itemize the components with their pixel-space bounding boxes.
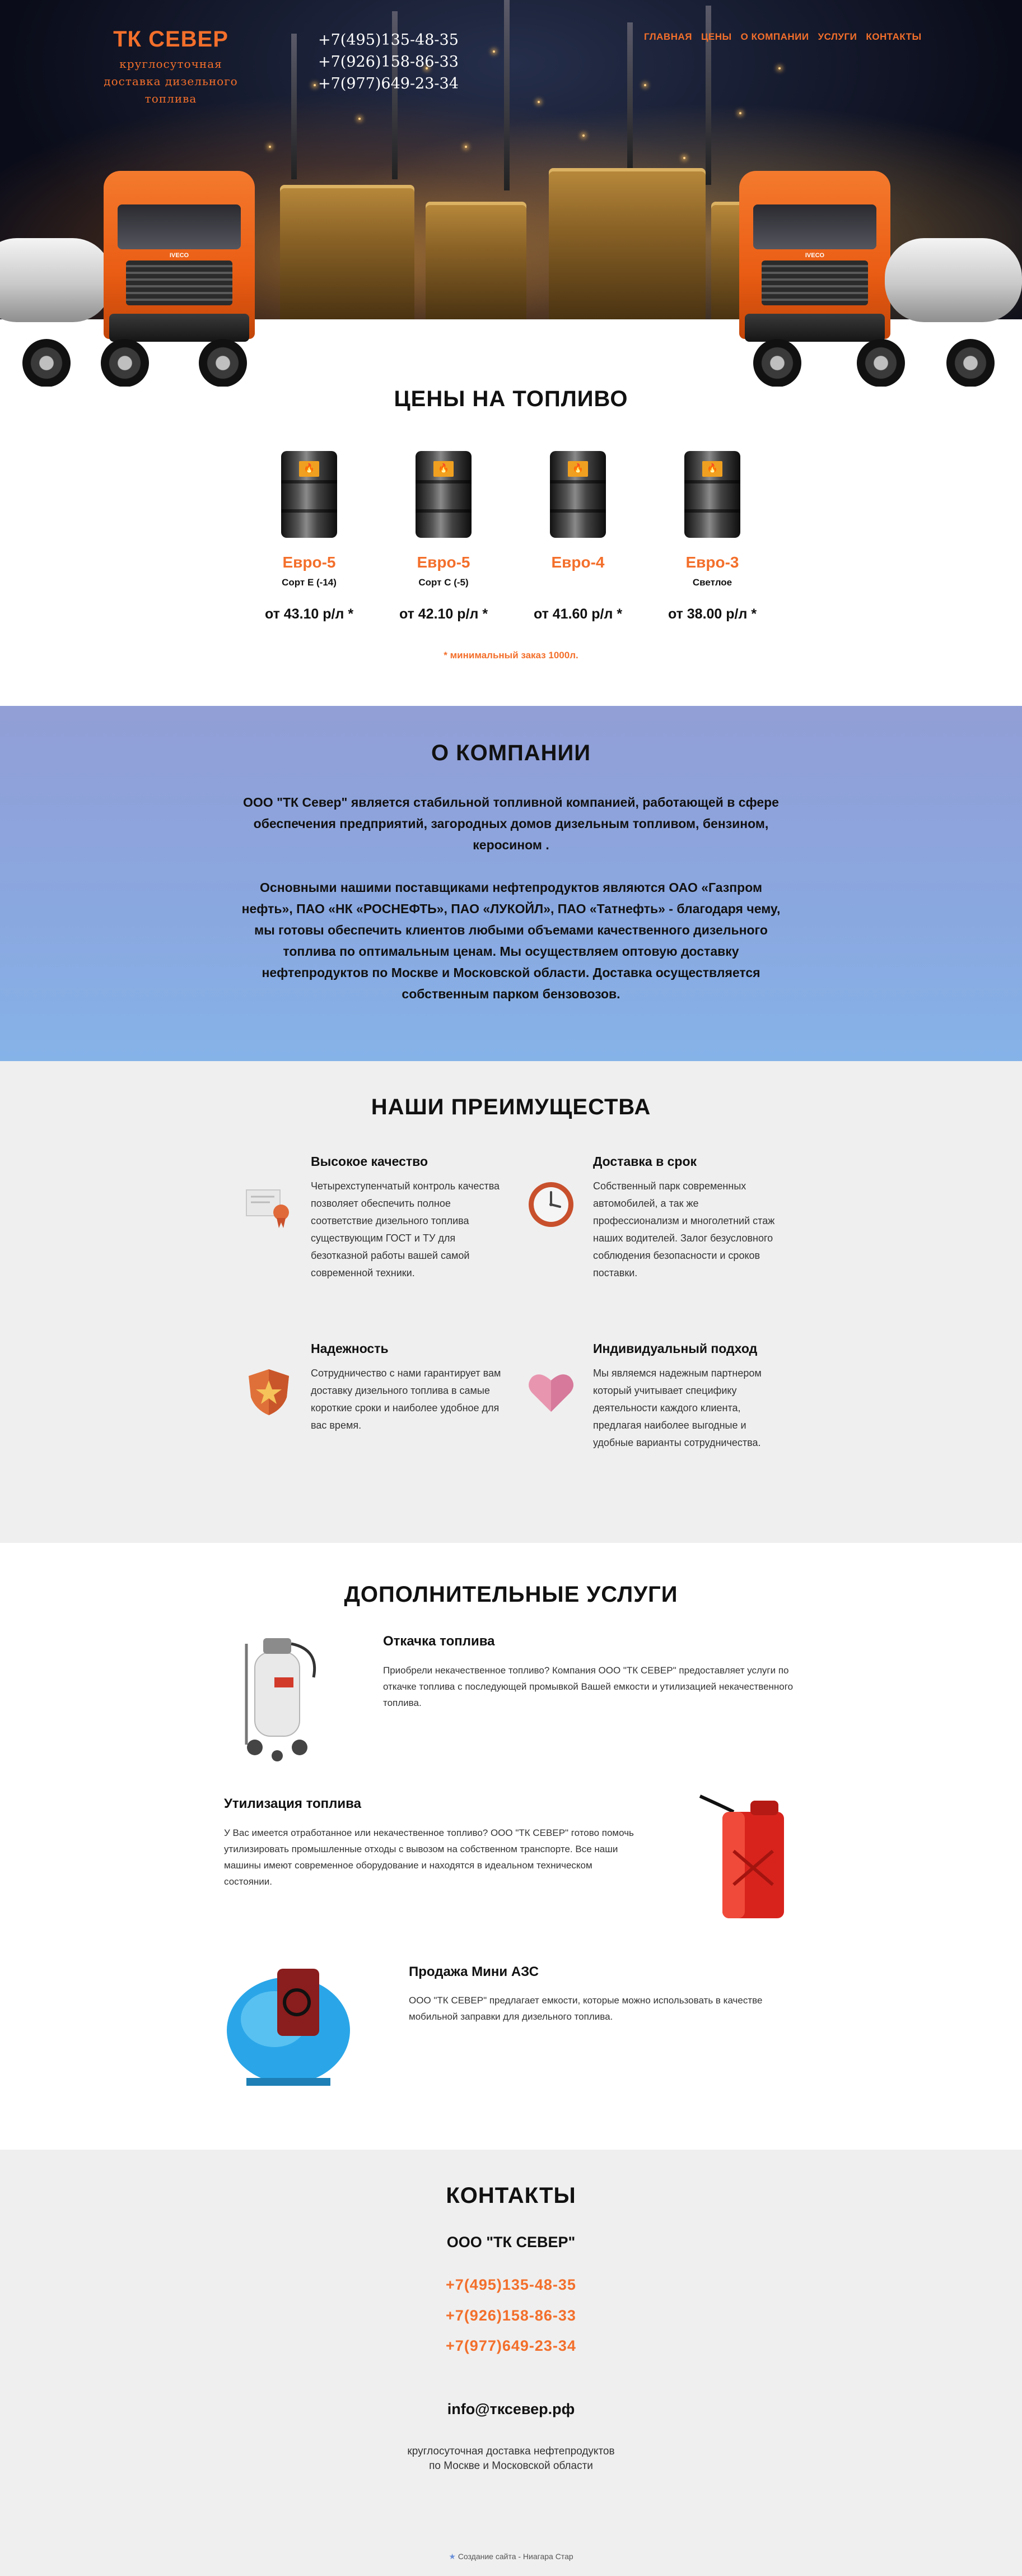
- advantage-item: [242, 1341, 505, 1498]
- about-paragraph: ООО "ТК Север" является стабильной топливной компанией, работающей в сфере обеспечения предприятий, загородных домов дизельным топливом, бензином, керосином .: [243, 795, 779, 852]
- about-title: О КОМПАНИИ: [431, 741, 591, 765]
- nav-item-home[interactable]: ГЛАВНАЯ: [644, 31, 692, 42]
- fuel-pump-station-image: [224, 1633, 325, 1767]
- contacts-title: КОНТАКТЫ: [446, 2183, 576, 2208]
- star-icon: ★: [449, 2552, 456, 2561]
- advantage-title: Надежность: [311, 1341, 389, 1356]
- min-order-note: * минимальный заказ 1000л.: [444, 650, 578, 661]
- contact-phone[interactable]: +7(977)649-23-34: [446, 2337, 576, 2354]
- shield-star-icon: [242, 1365, 296, 1419]
- truck-brand: IVECO: [169, 252, 189, 259]
- fuel-truck-left: [0, 171, 280, 389]
- fuel-name: Евро-3: [685, 554, 739, 571]
- contact-phone[interactable]: +7(495)135-48-35: [446, 2276, 576, 2293]
- contact-phone[interactable]: +7(926)158-86-33: [446, 2307, 576, 2324]
- price-card: [645, 451, 780, 622]
- nav-item-contacts[interactable]: КОНТАКТЫ: [866, 31, 922, 42]
- clock-icon: [524, 1178, 578, 1231]
- hero-header: [0, 0, 1022, 387]
- contact-description: [0, 2444, 1022, 2473]
- description-line: по Москве и Московской области: [429, 2460, 593, 2472]
- truck-brand: IVECO: [805, 252, 825, 259]
- advantage-text: Четырехступенчатый контроль качества позволяет обеспечить полное соответствие дизельного топлива существующим ГОСТ и ТУ для безотказной работы вашей самой современной техники.: [311, 1180, 500, 1278]
- advantage-item: [524, 1341, 787, 1498]
- advantage-text: Собственный парк современных автомобилей, а так же профессионализм и многолетний стаж наших водителей. Залог безусловного соблюдения безопасности и сроков поставки.: [593, 1180, 775, 1278]
- fuel-grade: Сорт С (-5): [418, 577, 469, 588]
- main-nav: [644, 31, 922, 43]
- fuel-barrel-icon: 🔥: [550, 451, 606, 538]
- price-list: [242, 451, 780, 622]
- service-title: Утилизация топлива: [224, 1796, 361, 1811]
- advantages-section: [0, 1061, 1022, 1543]
- advantage-item: [242, 1154, 505, 1311]
- fuel-name: Евро-5: [282, 554, 336, 571]
- about-section: [0, 706, 1022, 1061]
- header-phones: [318, 29, 459, 95]
- jerrycan-image: [689, 1789, 801, 1929]
- heart-icon: [524, 1365, 578, 1419]
- fuel-price: от 38.00 р/л *: [668, 606, 757, 622]
- contacts-section: [0, 2150, 1022, 2576]
- fuel-price: от 43.10 р/л *: [264, 606, 354, 622]
- advantage-title: Высокое качество: [311, 1154, 428, 1169]
- service-title: Откачка топлива: [383, 1634, 495, 1649]
- fuel-price: от 42.10 р/л *: [399, 606, 488, 622]
- service-title: Продажа Мини АЗС: [409, 1964, 539, 1979]
- advantage-title: Доставка в срок: [593, 1154, 697, 1169]
- advantage-text: Сотрудничество с нами гарантирует вам доставку дизельного топлива в самые короткие сроки и наиболее удобное для вас время.: [311, 1368, 501, 1431]
- services-section: [0, 1543, 1022, 2150]
- price-card: [376, 451, 511, 622]
- fuel-barrel-icon: 🔥: [684, 451, 740, 538]
- fuel-grade: [511, 577, 645, 589]
- site-credit[interactable]: [0, 2552, 1022, 2561]
- mini-fuel-station-image: [224, 1957, 353, 2092]
- advantage-title: Индивидуальный подход: [593, 1341, 758, 1356]
- about-text: [235, 792, 787, 1005]
- credit-text: Создание сайта - Ниагара Стар: [458, 2552, 573, 2561]
- logo-subtitle: [104, 55, 238, 108]
- service-text: ООО "ТК СЕВЕР" предлагает емкости, которые можно использовать в качестве мобильной заправки для дизельного топлива.: [409, 1995, 763, 2022]
- nav-item-prices[interactable]: ЦЕНЫ: [701, 31, 732, 42]
- description-line: круглосуточная доставка нефтепродуктов: [407, 2445, 615, 2457]
- logo-subtitle-line: круглосуточная: [119, 57, 222, 71]
- nav-item-about[interactable]: О КОМПАНИИ: [740, 31, 809, 42]
- price-card: [242, 451, 376, 622]
- header-phone[interactable]: +7(926)158-86-33: [318, 53, 459, 71]
- advantage-item: [524, 1154, 787, 1311]
- services-title: ДОПОЛНИТЕЛЬНЫЕ УСЛУГИ: [344, 1582, 678, 1607]
- header-phone[interactable]: +7(977)649-23-34: [318, 75, 459, 92]
- contact-email[interactable]: info@тксевер.рф: [447, 2401, 575, 2417]
- prices-section: [0, 387, 1022, 706]
- fuel-barrel-icon: 🔥: [416, 451, 472, 538]
- fuel-price: от 41.60 р/л *: [533, 606, 623, 622]
- fuel-name: Евро-5: [417, 554, 470, 571]
- logo[interactable]: [104, 27, 238, 108]
- service-text: У Вас имеется отработанное или некачественное топливо? ООО "ТК СЕВЕР" готово помочь утилизировать промышленные отходы с вывозом на собственном транспорте. Все наши машины имеют современное оборудование и находятся в идеальном техническом состоянии.: [224, 1828, 634, 1887]
- prices-title: ЦЕНЫ НА ТОПЛИВО: [394, 387, 628, 411]
- fuel-name: Евро-4: [551, 554, 605, 571]
- fuel-barrel-icon: 🔥: [281, 451, 337, 538]
- company-name: ООО "ТК СЕВЕР": [446, 2234, 576, 2250]
- price-card: [511, 451, 645, 622]
- service-text: Приобрели некачественное топливо? Компания ООО "ТК СЕВЕР" предоставляет услуги по откачке топлива с последующей промывкой Вашей емкости и утилизацией некачественного топлива.: [383, 1665, 794, 1708]
- header-phone[interactable]: +7(495)135-48-35: [318, 31, 459, 49]
- fuel-grade: Сорт Е (-14): [282, 577, 337, 588]
- logo-subtitle-line: доставка дизельного: [104, 75, 238, 88]
- advantages-title: НАШИ ПРЕИМУЩЕСТВА: [371, 1095, 651, 1119]
- fuel-grade: Светлое: [692, 577, 732, 588]
- about-paragraph: Основными нашими поставщиками нефтепродуктов являются ОАО «Газпром нефть», ПАО «НК «РОСНЕФТЬ», ПАО «ЛУКОЙЛ», ПАО «Татнефть» - благодаря чему, мы готовы обеспечить клиентов любыми объемами качественного дизельного топлива по оптимальным ценам. Мы осуществляем оптовую доставку нефтепродуктов по Москве и Московской области. Доставка осуществляется собственным парком бензовозов.: [241, 880, 781, 1001]
- logo-subtitle-line: топлива: [144, 92, 197, 105]
- certificate-icon: [242, 1178, 296, 1231]
- logo-title: ТК СЕВЕР: [113, 27, 228, 52]
- nav-item-services[interactable]: УСЛУГИ: [818, 31, 857, 42]
- advantage-text: Мы являемся надежным партнером который учитывает специфику деятельности каждого клиента, предлагая наиболее выгодные и удобные варианты сотрудничества.: [593, 1368, 762, 1448]
- fuel-truck-right: [734, 171, 1022, 389]
